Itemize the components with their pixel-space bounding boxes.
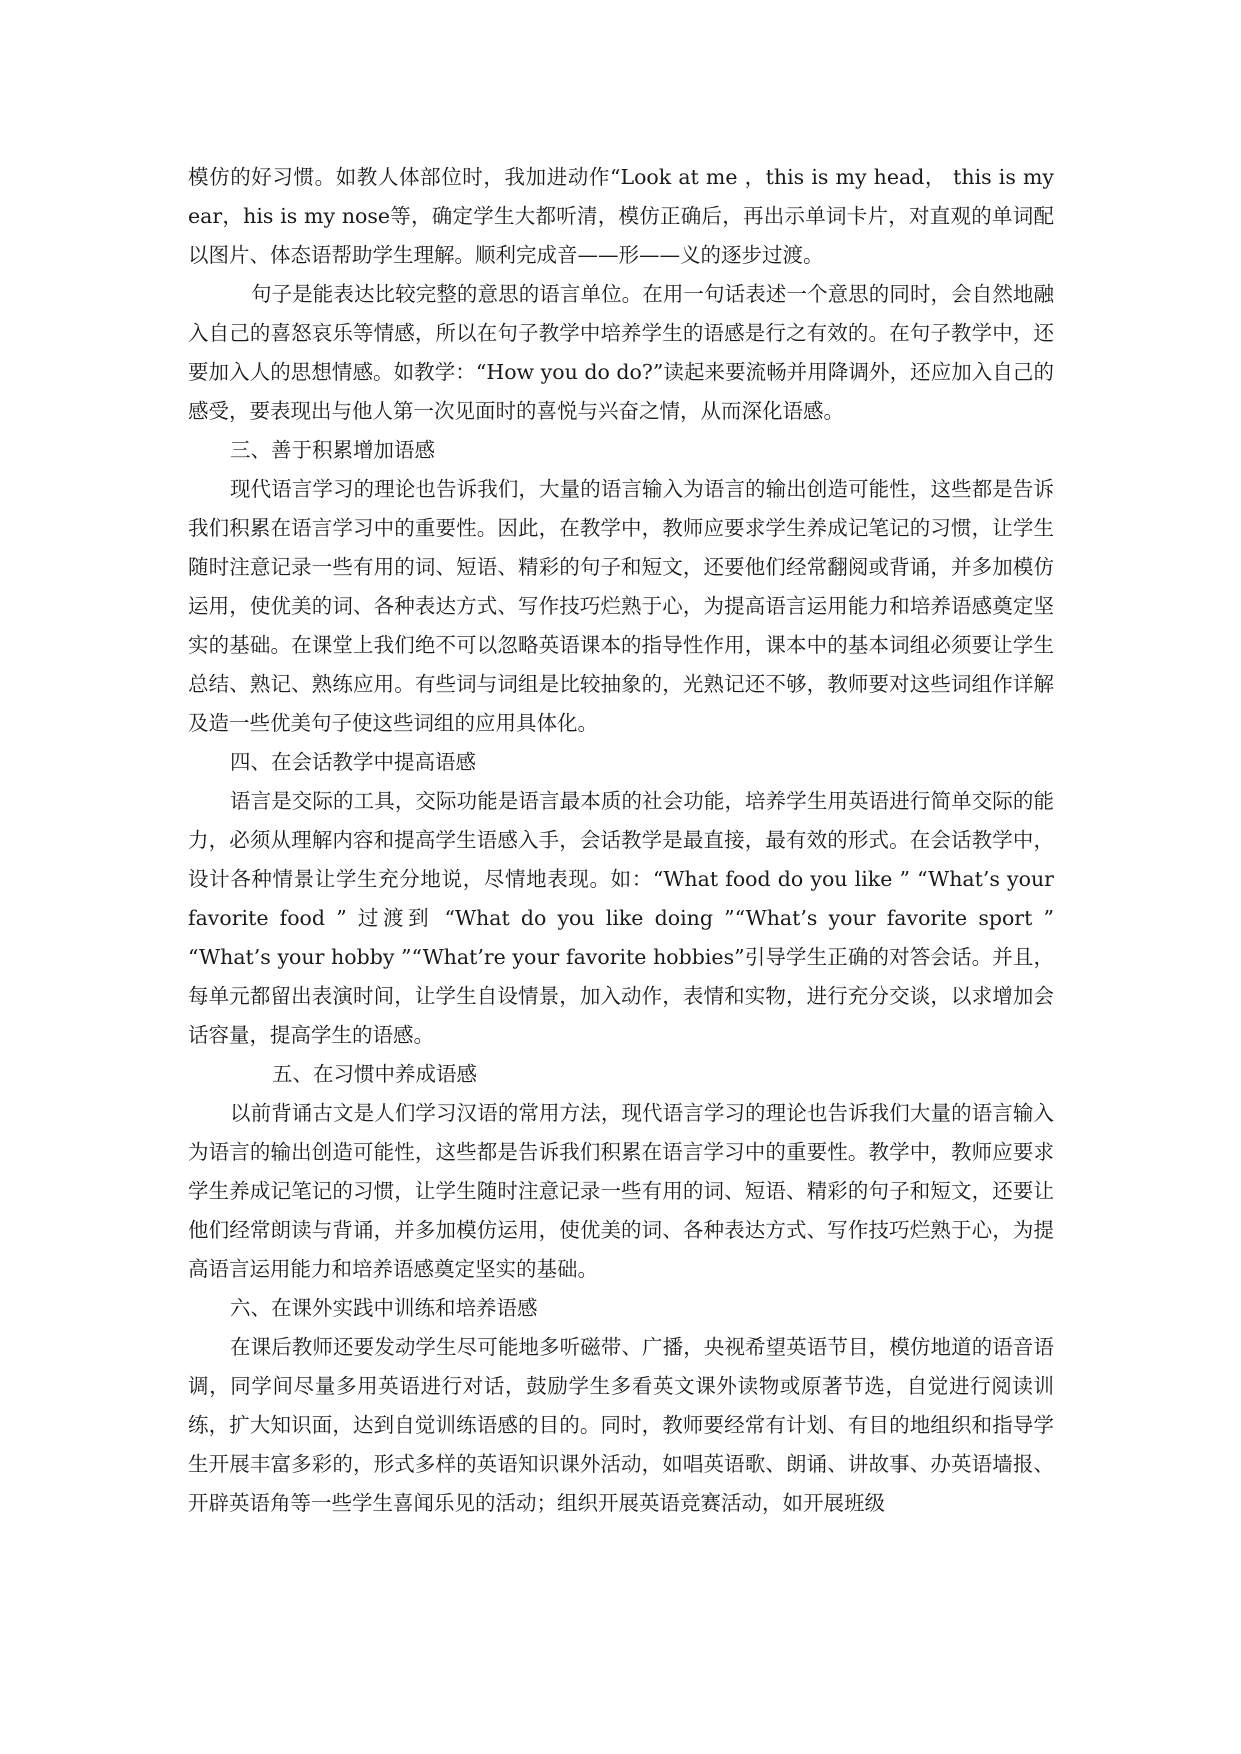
paragraph-conversation: 语言是交际的工具，交际功能是语言最本质的社会功能，培养学生用英语进行简单交际的能力，必须从理解内容和提高学生语感入手，会话教学是最直接，最有效的形式。在会话教学中，设计各种情景让学生充分地说，尽情地表现。如：“What food do you like ” “What’s your favorite food ” 过渡到 “What do you like doing ”“What’s your favorite sport ” “What’s your hobby ”“What’re your favorite hobbies”引导学生正确的对答会话。并且，每单元都留出表演时间，让学生自设情景，加入动作，表情和实物，进行充分交谈，以求增加会话容量，提高学生的语感。 [188,789,1054,1047]
section-heading-4: 四、在会话教学中提高语感 [230,750,476,774]
section-heading-3: 三、善于积累增加语感 [230,438,435,462]
paragraph-habits: 以前背诵古文是人们学习汉语的常用方法，现代语言学习的理论也告诉我们大量的语言输入为语言的输出创造可能性，这些都是告诉我们积累在语言学习中的重要性。教学中，教师应要求学生养成记笔记的习惯，让学生随时注意记录一些有用的词、短语、精彩的句子和短文，还要让他们经常朗读与背诵，并多加模仿运用，使优美的词、各种表达方式、写作技巧烂熟于心，为提高语言运用能力和培养语感奠定坚实的基础。 [188,1101,1054,1281]
document-body [188,158,1054,1523]
paragraph-body-parts: 模仿的好习惯。如教人体部位时，我加进动作“Look at me ，this is my head， this is my ear，his is my nose等，确定学生大都听清，模仿正确后，再出示单词卡片，对直观的单词配以图片、体态语帮助学生理解。顺利完成音——形——义的逐步过渡。 [188,165,1054,267]
section-heading-5: 五、在习惯中养成语感 [272,1062,477,1086]
paragraph-extracurricular: 在课后教师还要发动学生尽可能地多听磁带、广播，央视希望英语节目，模仿地道的语音语调，同学间尽量多用英语进行对话，鼓励学生多看英文课外读物或原著节选，自觉进行阅读训练，扩大知识面，达到自觉训练语感的目的。同时，教师要经常有计划、有目的地组织和指导学生开展丰富多彩的，形式多样的英语知识课外活动，如唱英语歌、朗诵、讲故事、办英语墙报、开辟英语角等一些学生喜闻乐见的活动；组织开展英语竞赛活动，如开展班级 [188,1335,1054,1515]
section-heading-6: 六、在课外实践中训练和培养语感 [230,1296,538,1320]
paragraph-accumulation: 现代语言学习的理论也告诉我们，大量的语言输入为语言的输出创造可能性，这些都是告诉我们积累在语言学习中的重要性。因此，在教学中，教师应要求学生养成记笔记的习惯，让学生随时注意记录一些有用的词、短语、精彩的句子和短文，还要他们经常翻阅或背诵，并多加模仿运用，使优美的词、各种表达方式、写作技巧烂熟于心，为提高语言运用能力和培养语感奠定坚实的基础。在课堂上我们绝不可以忽略英语课本的指导性作用，课本中的基本词组必须要让学生总结、熟记、熟练应用。有些词与词组是比较抽象的，光熟记还不够，教师要对这些词组作详解及造一些优美句子使这些词组的应用具体化。 [188,477,1054,735]
paragraph-sentence-teaching: 句子是能表达比较完整的意思的语言单位。在用一句话表述一个意思的同时，会自然地融入自己的喜怒哀乐等情感，所以在句子教学中培养学生的语感是行之有效的。在句子教学中，还要加入人的思想情感。如教学：“How you do do?”读起来要流畅并用降调外，还应加入自己的感受，要表现出与他人第一次见面时的喜悦与兴奋之情，从而深化语感。 [188,282,1054,423]
